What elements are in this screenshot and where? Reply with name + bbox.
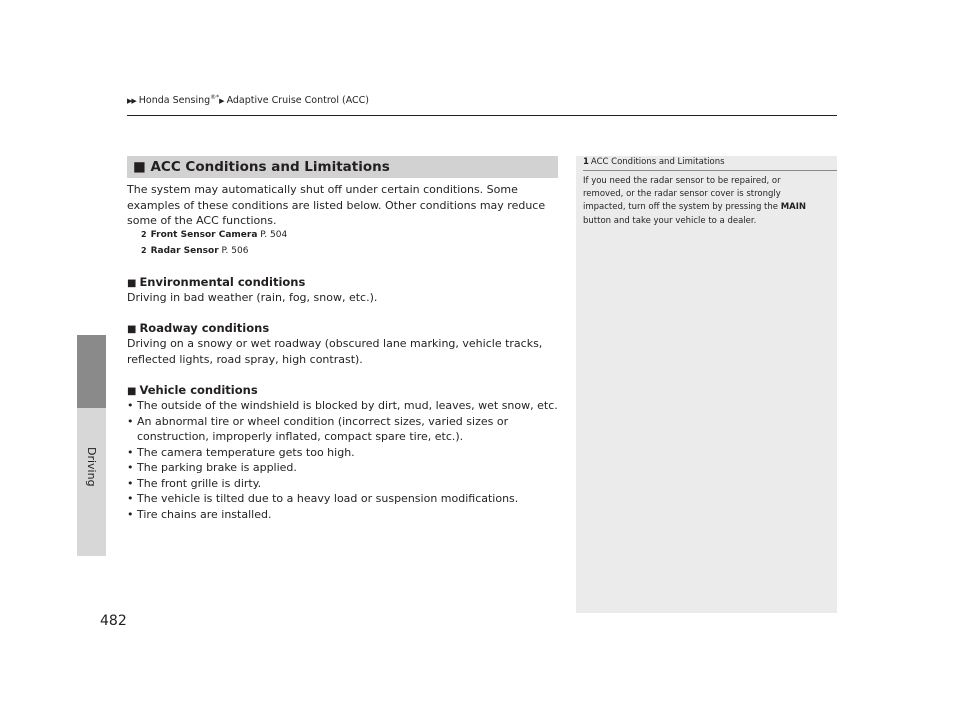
section-title: ACC Conditions and Limitations (150, 159, 390, 175)
list-item: • The camera temperature gets too high. (127, 445, 559, 461)
subheading-square-icon: ■ (127, 324, 137, 335)
chapter-label[interactable]: Driving (85, 447, 98, 487)
list-item: • An abnormal tire or wheel condition (incorrect sizes, varied sizes or construction, improperly inflated, compact spare tire, etc.). (127, 414, 559, 445)
note-body (583, 175, 823, 228)
subheading-text: Roadway conditions (139, 321, 270, 335)
subheading-square-icon: ■ (127, 278, 137, 289)
note-text: If you need the radar sensor to be repaired, or removed, or the radar sensor cover is strongly impacted, turn off the system by pressing the (583, 176, 781, 213)
main-button-label: MAIN (780, 202, 807, 213)
section-heading (127, 156, 558, 178)
chapter-tab-active (77, 335, 106, 408)
breadcrumb-arrows-icon: ▶▶ (127, 97, 136, 106)
subheading-vehicle (127, 383, 258, 397)
note-title-text: ACC Conditions and Limitations (590, 157, 725, 167)
ref-label: Radar Sensor (150, 246, 219, 256)
intro-text: The system may automatically shut off under certain conditions. Some examples of these conditions are listed below. Other conditions may reduce some of the ACC functions. (127, 183, 546, 227)
ref-label: Front Sensor Camera (150, 230, 258, 240)
reference-arrow-icon: 2 (141, 230, 147, 239)
header-divider (127, 115, 837, 116)
list-item: • The outside of the windshield is blocked by dirt, mud, leaves, wet snow, etc. (127, 398, 559, 414)
vehicle-conditions-list (127, 398, 559, 522)
section-square-icon: ■ (133, 159, 146, 175)
breadcrumb (127, 94, 369, 106)
list-item: • The parking brake is applied. (127, 460, 559, 476)
environmental-text: Driving in bad weather (rain, fog, snow, etc.). (127, 291, 378, 304)
intro-paragraph (127, 182, 559, 229)
note-marker-icon: 1 (583, 157, 589, 167)
page-number: 482 (100, 613, 127, 629)
breadcrumb-superscript: ®* (210, 94, 220, 101)
subheading-square-icon: ■ (127, 386, 137, 397)
ref-page: P. 504 (260, 230, 288, 240)
list-item: • The front grille is dirty. (127, 476, 559, 492)
breadcrumb-arrow-icon: ▶ (219, 97, 224, 106)
ref-page: P. 506 (221, 246, 249, 256)
note-divider (583, 170, 837, 171)
note-text: button and take your vehicle to a dealer. (583, 215, 757, 226)
subheading-environmental (127, 275, 305, 289)
subheading-text: Vehicle conditions (139, 383, 258, 397)
breadcrumb-honda-sensing[interactable]: Honda Sensing (138, 95, 211, 107)
ref-front-sensor-camera[interactable] (141, 230, 287, 240)
note-title (583, 157, 725, 167)
reference-arrow-icon: 2 (141, 246, 147, 255)
ref-radar-sensor[interactable] (141, 246, 248, 256)
list-item: • Tire chains are installed. (127, 507, 559, 523)
subheading-text: Environmental conditions (139, 275, 306, 289)
breadcrumb-acc[interactable]: Adaptive Cruise Control (ACC) (226, 95, 370, 107)
list-item: • The vehicle is tilted due to a heavy load or suspension modifications. (127, 491, 559, 507)
subheading-roadway (127, 321, 269, 335)
roadway-text: Driving on a snowy or wet roadway (obscured lane marking, vehicle tracks, reflected lights, road spray, high contrast). (127, 337, 543, 366)
